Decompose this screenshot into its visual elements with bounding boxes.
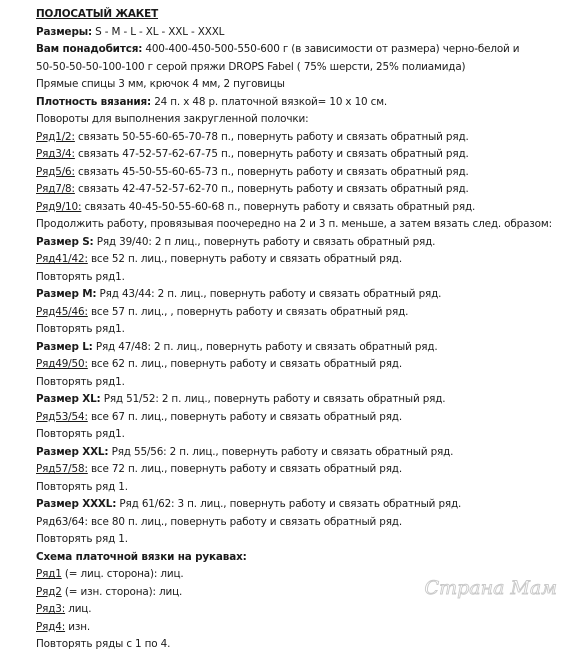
- sleeve-row: [36, 619, 564, 637]
- turns-heading-text: Повороты для выполнения закругленной полочки:: [36, 113, 309, 125]
- size-label: Размер M:: [36, 288, 97, 300]
- turn-row: [36, 146, 564, 164]
- materials-line-3: [36, 76, 564, 94]
- density-line: [36, 94, 564, 112]
- size-l-line-2: [36, 356, 564, 374]
- turn-row: [36, 129, 564, 147]
- size-s-line-2: [36, 251, 564, 269]
- sizes-label: Размеры:: [36, 25, 92, 38]
- size-row-text: все 72 п. лиц., повернуть работу и связать обратный ряд.: [87, 463, 402, 475]
- size-row-label: Ряд45/46:: [36, 305, 88, 318]
- sleeve-row-text: (= лиц. сторона): лиц.: [61, 568, 184, 580]
- materials-text-3: Прямые спицы 3 мм, крючок 4 мм, 2 пуговицы: [36, 78, 285, 90]
- size-xxxl-repeat: [36, 531, 564, 549]
- turn-row-text: связать 47-52-57-62-67-75 п., повернуть работу и связать обратный ряд.: [74, 148, 469, 160]
- size-repeat-text: Повторять ряд1.: [36, 270, 125, 283]
- size-xl-line-1: [36, 391, 564, 409]
- size-label: Размер XXXL:: [36, 498, 117, 510]
- size-row-text: все 52 п. лиц., повернуть работу и связать обратный ряд.: [87, 253, 402, 265]
- materials-line-2: [36, 59, 564, 77]
- size-row-label: Ряд49/50:: [36, 358, 88, 370]
- turn-row-text: связать 42-47-52-57-62-70 п., повернуть работу и связать обратный ряд.: [74, 183, 469, 195]
- sleeve-repeat-text: Повторять ряды с 1 по 4.: [36, 638, 171, 650]
- site-watermark: [399, 574, 559, 600]
- size-label: Размер XL:: [36, 393, 101, 405]
- size-repeat-text: Повторять ряд 1.: [36, 533, 128, 545]
- sleeve-row-label: Ряд1: [36, 568, 62, 580]
- size-l-repeat: [36, 374, 564, 392]
- sleeve-heading: [36, 549, 564, 567]
- size-xxxl-line-1: [36, 496, 564, 514]
- size-repeat-text: Повторять ряд1.: [36, 323, 125, 335]
- turn-row-text: связать 40-45-50-55-60-68 п., повернуть работу и связать обратный ряд.: [81, 200, 476, 213]
- size-row-text: все 67 п. лиц., повернуть работу и связать обратный ряд.: [87, 410, 402, 423]
- turn-row: [36, 181, 564, 199]
- sleeve-row-label: Ряд3:: [36, 603, 66, 615]
- materials-text-1: 400-400-450-500-550-600 г (в зависимости от размера) черно-белой и: [142, 43, 520, 55]
- turn-row-label: Ряд5/6:: [36, 165, 75, 178]
- size-m-repeat: [36, 321, 564, 339]
- continue-line: [36, 216, 564, 234]
- turn-row-text: связать 50-55-60-65-70-78 п., повернуть работу и связать обратный ряд.: [74, 130, 469, 143]
- sleeve-row-label: Ряд4:: [36, 620, 66, 633]
- sizes-value: S - M - L - XL - XXL - XXXL: [92, 25, 225, 38]
- document-title-line: [36, 6, 564, 24]
- size-s-line-1: [36, 234, 564, 252]
- density-label: Плотность вязания:: [36, 95, 152, 108]
- continue-text: Продолжить работу, провязывая поочередно на 2 и 3 п. меньше, а затем вязать след. образом:: [36, 218, 552, 230]
- size-instruction: Ряд 47/48: 2 п. лиц., повернуть работу и связать обратный ряд.: [92, 340, 438, 353]
- size-s-repeat: [36, 269, 564, 287]
- size-xl-line-2: [36, 409, 564, 427]
- turn-row: [36, 164, 564, 182]
- size-xxl-line-2: [36, 461, 564, 479]
- size-repeat-text: Повторять ряд1.: [36, 375, 125, 388]
- sleeve-row-label: Ряд2: [36, 585, 62, 598]
- sleeve-row-text: лиц.: [65, 603, 92, 615]
- size-xxl-line-1: [36, 444, 564, 462]
- turn-row: [36, 199, 564, 217]
- size-m-line-1: [36, 286, 564, 304]
- sleeve-row-text: (= изн. сторона): лиц.: [61, 585, 183, 598]
- size-instruction: Ряд 61/62: 3 п. лиц., повернуть работу и связать обратный ряд.: [116, 498, 462, 510]
- size-row-label: Ряд63/64:: [36, 515, 88, 528]
- turn-row-label: Ряд9/10:: [36, 200, 82, 213]
- density-value: 24 п. х 48 р. платочной вязкой= 10 х 10 см.: [151, 95, 388, 108]
- materials-label: Вам понадобится:: [36, 43, 143, 55]
- sleeve-row-text: изн.: [65, 620, 90, 633]
- size-xxxl-line-2: [36, 514, 564, 532]
- size-instruction: Ряд 51/52: 2 п. лиц., повернуть работу и связать обратный ряд.: [100, 393, 446, 405]
- size-instruction: Ряд 39/40: 2 п лиц., повернуть работу и связать обратный ряд.: [93, 235, 436, 248]
- pattern-document: [36, 6, 564, 654]
- size-instruction: Ряд 43/44: 2 п. лиц., повернуть работу и связать обратный ряд.: [96, 288, 442, 300]
- size-row-text: все 57 п. лиц., , повернуть работу и связать обратный ряд.: [87, 305, 409, 318]
- watermark-text: Страна Мам: [424, 577, 557, 599]
- size-row-text: все 62 п. лиц., повернуть работу и связать обратный ряд.: [87, 358, 402, 370]
- size-label: Размер L:: [36, 340, 93, 353]
- size-instruction: Ряд 55/56: 2 п. лиц., повернуть работу и связать обратный ряд.: [108, 445, 454, 458]
- size-row-text: все 80 п. лиц., повернуть работу и связать обратный ряд.: [87, 515, 402, 528]
- turn-row-label: Ряд3/4:: [36, 148, 75, 160]
- size-row-label: Ряд53/54:: [36, 410, 88, 423]
- size-row-label: Ряд41/42:: [36, 253, 88, 265]
- document-title: ПОЛОСАТЫЙ ЖАКЕТ: [36, 8, 159, 20]
- turn-row-label: Ряд1/2:: [36, 130, 75, 143]
- sleeve-repeat: [36, 636, 564, 654]
- materials-line-1: [36, 41, 564, 59]
- size-xxl-repeat: [36, 479, 564, 497]
- size-m-line-2: [36, 304, 564, 322]
- turn-row-text: связать 45-50-55-60-65-73 п., повернуть работу и связать обратный ряд.: [74, 165, 469, 178]
- sleeve-heading-text: Схема платочной вязки на рукавах:: [36, 550, 247, 563]
- turn-row-label: Ряд7/8:: [36, 183, 75, 195]
- size-row-label: Ряд57/58:: [36, 463, 88, 475]
- size-repeat-text: Повторять ряд1.: [36, 428, 125, 440]
- materials-text-2: 50-50-50-50-100-100 г серой пряжи DROPS Fabel ( 75% шерсти, 25% полиамида): [36, 60, 466, 73]
- size-repeat-text: Повторять ряд 1.: [36, 480, 128, 493]
- size-xl-repeat: [36, 426, 564, 444]
- size-label: Размер S:: [36, 235, 94, 248]
- size-l-line-1: [36, 339, 564, 357]
- turns-heading: [36, 111, 564, 129]
- size-label: Размер XXL:: [36, 445, 109, 458]
- sizes-line: [36, 24, 564, 42]
